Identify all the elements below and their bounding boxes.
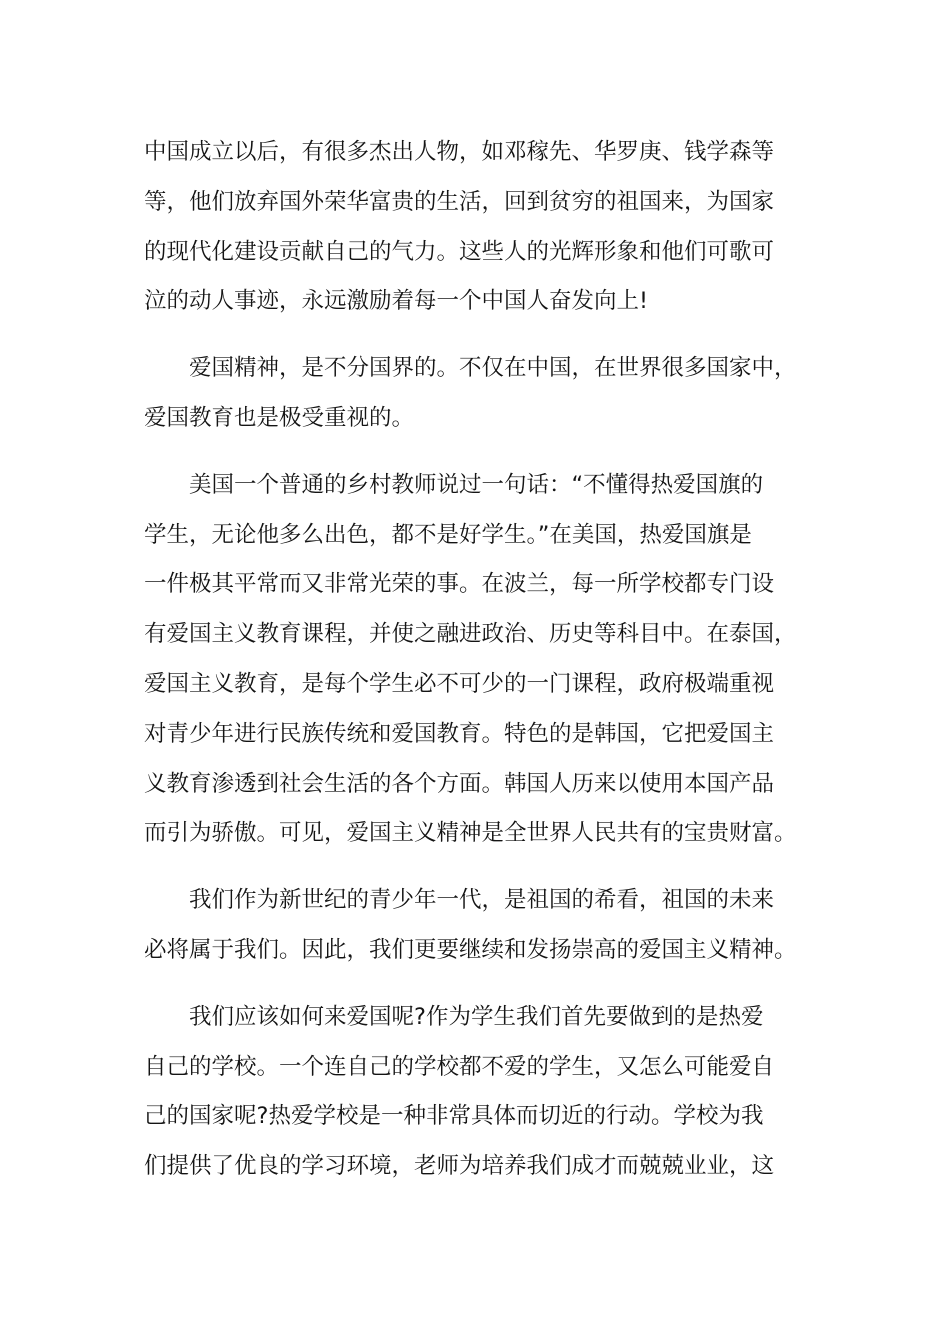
text-line: 的现代化建设贡献自己的气力。这些人的光辉形象和他们可歌可 <box>144 238 775 265</box>
text-line: 美国一个普通的乡村教师说过一句话：“不懂得热爱国旗的 <box>189 471 764 498</box>
text-line: 爱国教育也是极受重视的。 <box>144 404 415 431</box>
text-line: 自己的学校。一个连自己的学校都不爱的学生，又怎么可能爱自 <box>144 1053 775 1080</box>
text-line: 学生，无论他多么出色，都不是好学生。”在美国，热爱国旗是 <box>144 521 752 548</box>
paragraph <box>144 993 812 1192</box>
text-line: 义教育渗透到社会生活的各个方面。韩国人历来以使用本国产品 <box>144 770 775 797</box>
text-line: 们提供了优良的学习环境，老师为培养我们成才而兢兢业业，这 <box>144 1153 775 1180</box>
paragraph <box>144 461 812 859</box>
text-line: 有爱国主义教育课程，并使之融进政治、历史等科目中。在泰国， <box>144 621 797 648</box>
text-line: 而引为骄傲。可见，爱国主义精神是全世界人民共有的宝贵财富。 <box>144 820 797 847</box>
text-line: 对青少年进行民族传统和爱国教育。特色的是韩国，它把爱国主 <box>144 720 775 747</box>
text-line: 必将属于我们。因此，我们更要继续和发扬崇高的爱国主义精神。 <box>144 936 797 963</box>
text-line: 等，他们放弃国外荣华富贵的生活，回到贫穷的祖国来，为国家 <box>144 188 775 215</box>
paragraph <box>144 876 812 976</box>
body-text <box>144 128 812 1209</box>
text-line: 爱国主义教育，是每个学生必不可少的一门课程，政府极端重视 <box>144 670 775 697</box>
text-line: 一件极其平常而又非常光荣的事。在波兰，每一所学校都专门设 <box>144 571 775 598</box>
text-line: 中国成立以后，有很多杰出人物，如邓稼先、华罗庚、钱学森等 <box>144 139 775 165</box>
text-line: 我们应该如何来爱国呢?作为学生我们首先要做到的是热爱 <box>189 1003 764 1030</box>
text-line: 我们作为新世纪的青少年一代，是祖国的希看，祖国的未来 <box>189 887 775 914</box>
paragraph <box>144 344 812 444</box>
text-line: 爱国精神，是不分国界的。不仅在中国，在世界很多国家中， <box>189 355 797 382</box>
text-line: 泣的动人事迹，永远激励着每一个中国人奋发向上! <box>144 288 649 315</box>
paragraph <box>144 128 812 327</box>
text-line: 己的国家呢?热爱学校是一种非常具体而切近的行动。学校为我 <box>144 1103 764 1130</box>
